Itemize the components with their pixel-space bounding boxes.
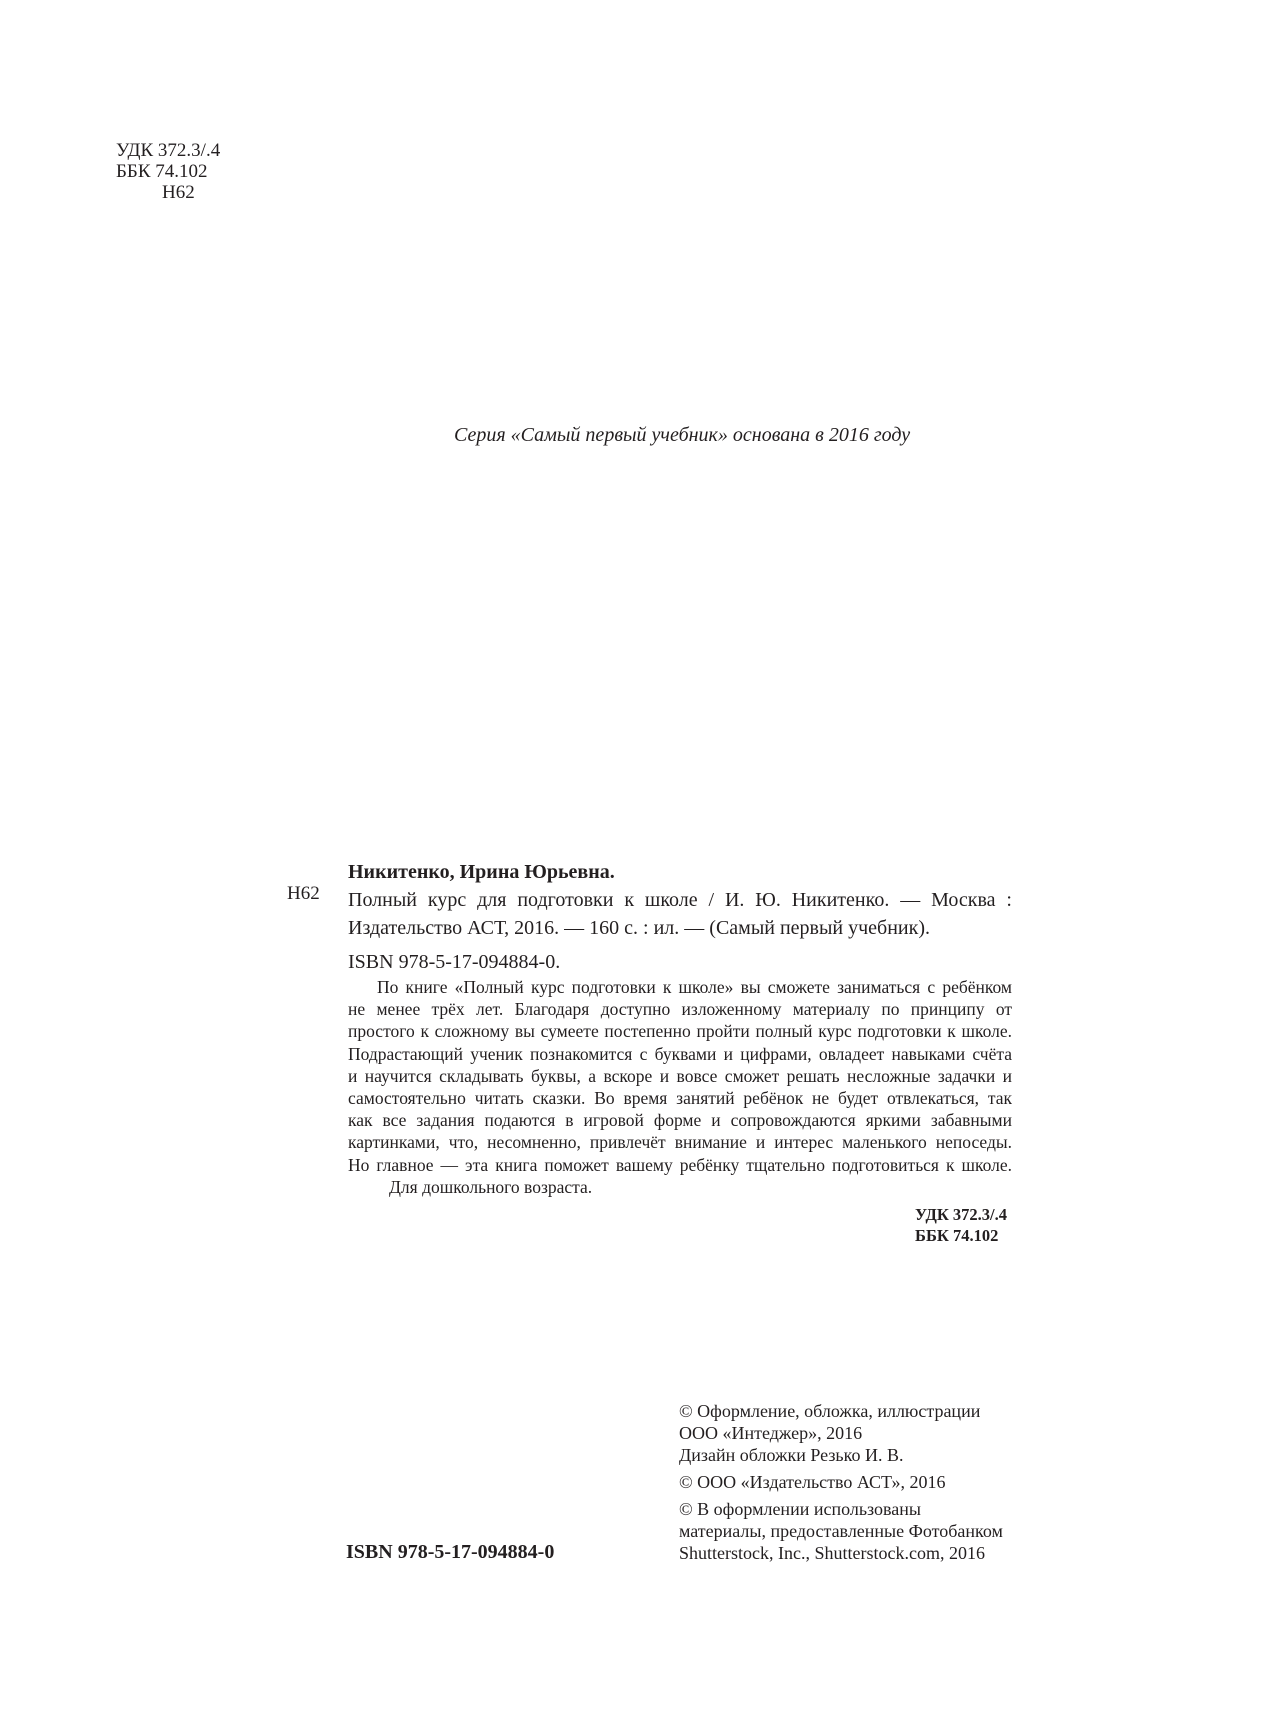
annotation-line: Но главное — эта книга поможет вашему ребёнку тщательно подготовиться к школе. — [348, 1154, 1012, 1175]
copyright-line: © В оформлении использованы — [679, 1499, 922, 1519]
bbk-code-bold: ББК 74.102 — [915, 1226, 999, 1245]
annotation-line: Подрастающий ученик познакомится с буквами и цифрами, овладеет навыками счёта — [348, 1043, 1012, 1064]
age-rating: Для дошкольного возраста. — [389, 1176, 593, 1197]
card-title — [348, 886, 1012, 942]
isbn-bold: ISBN 978-5-17-094884-0 — [346, 1541, 555, 1563]
series-statement: Серия «Самый первый учебник» основана в 2016 году — [454, 424, 911, 446]
bbk-code: ББК 74.102 — [116, 161, 208, 182]
catalog-card — [348, 858, 1012, 976]
annotation — [348, 976, 1012, 1198]
annotation-line: По книге «Полный курс подготовки к школе» вы сможете заниматься с ребёнком — [377, 977, 1012, 997]
annotation-line: простого к сложному вы сумеете постепенно пройти полный курс подготовки к школе. — [348, 1021, 1012, 1042]
card-title-line: Издательство АСТ, 2016. — 160 с. : ил. — (Самый первый учебник). — [348, 917, 931, 939]
udk-code: УДК 372.3/.4 — [116, 140, 221, 161]
author-mark: Н62 — [162, 182, 195, 203]
annotation-line: как все задания подаются в игровой форме и сопровождаются яркими забавными — [348, 1110, 1012, 1131]
design-copyright — [679, 1400, 1003, 1466]
copyright-line: Shutterstock, Inc., Shutterstock.com, 2016 — [679, 1543, 985, 1563]
annotation-line: картинками, что, несомненно, привлечёт внимание и интерес маленького непоседы. — [348, 1132, 1012, 1153]
card-author: Никитенко, Ирина Юрьевна. — [348, 861, 615, 883]
card-author-mark: Н62 — [287, 883, 320, 904]
copyright-line: ООО «Интеджер», 2016 — [679, 1423, 863, 1443]
card-isbn: ISBN 978-5-17-094884-0. — [348, 951, 561, 973]
publisher-copyright — [679, 1471, 1003, 1493]
top-classification-codes — [116, 140, 220, 203]
annotation-line: не менее трёх лет. Благодаря доступно изложенному материалу по принципу от — [348, 999, 1012, 1020]
udk-code-bold: УДК 372.3/.4 — [915, 1205, 1007, 1224]
copyright-line: материалы, предоставленные Фотобанком — [679, 1521, 1003, 1541]
bottom-classification-codes — [915, 1204, 1007, 1246]
annotation-line: самостоятельно читать сказки. Во время занятий ребёнок не будет отвлекаться, так — [348, 1088, 1012, 1109]
copyright-line: Дизайн обложки Резько И. В. — [679, 1445, 904, 1465]
copyright-line: © Оформление, обложка, иллюстрации — [679, 1401, 981, 1421]
stock-copyright — [679, 1498, 1003, 1564]
annotation-line: и научится складывать буквы, а вскоре и вовсе сможет решать несложные задачки и — [348, 1065, 1012, 1086]
card-title-line: Полный курс для подготовки к школе / И. Ю. Никитенко. — Москва : — [348, 889, 1012, 911]
copyright-line: © ООО «Издательство АСТ», 2016 — [679, 1472, 946, 1492]
copyright-block — [679, 1400, 1003, 1569]
